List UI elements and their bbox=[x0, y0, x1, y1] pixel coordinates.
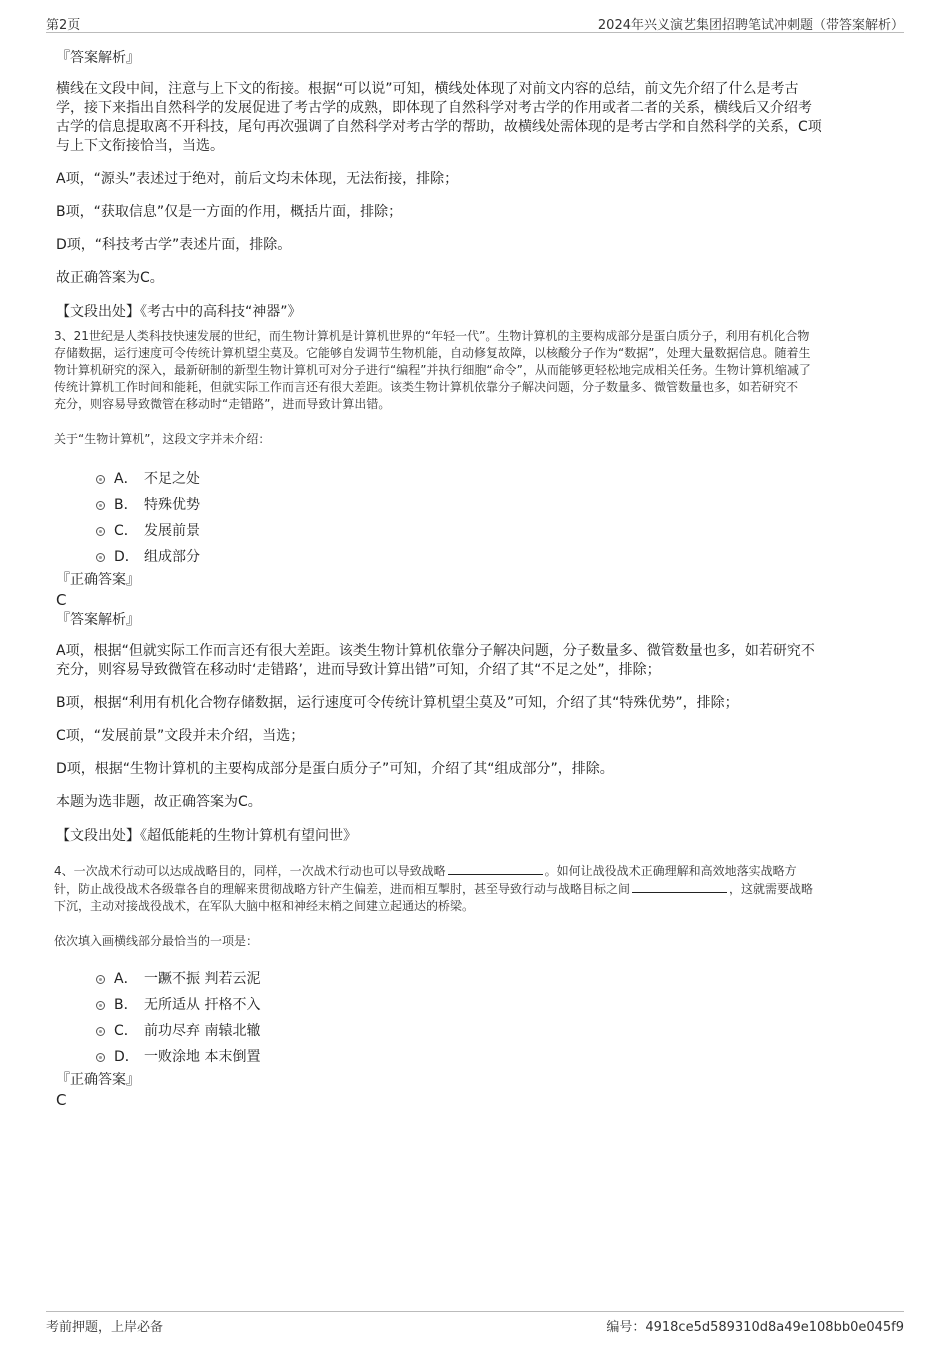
option-text: 前功尽弃 南辕北辙 bbox=[144, 1023, 261, 1039]
page-footer bbox=[46, 1311, 904, 1338]
q4-option-d[interactable] bbox=[56, 1044, 896, 1070]
option-text: 不足之处 bbox=[144, 471, 200, 487]
q4-stem-text: 4、一次战术行动可以达成战略目的，同样，一次战术行动也可以导致战略 bbox=[54, 864, 446, 878]
document-title: 2024年兴义演艺集团招聘笔试冲刺题（带答案解析） bbox=[597, 18, 904, 33]
radio-icon[interactable] bbox=[96, 1027, 105, 1036]
option-letter: D． bbox=[114, 1049, 139, 1065]
q2-note-d: D项，“科技考古学”表述片面，排除。 bbox=[56, 237, 292, 253]
q3-analysis-a-cont: 充分，则容易导致微管在移动时‘走错路’，进而导致计算出错”可知，介绍了其“不足之处”，排除； bbox=[56, 662, 661, 678]
q3-analysis-d: D项，根据“生物计算机的主要构成部分是蛋白质分子”可知，介绍了其“组成部分”，排除。 bbox=[56, 761, 614, 777]
option-text: 发展前景 bbox=[144, 523, 200, 539]
q3-stem-line: 传统计算机工作时间和能耗，但就实际工作而言还有很大差距。该类生物计算机依靠分子解决问题，分子数量多、微管数量也多，如若研究不 bbox=[54, 380, 799, 394]
q4-stem-text: 。如何让战役战术正确理解和高效地落实战略方 bbox=[544, 864, 797, 878]
q4-answer: C bbox=[56, 1091, 67, 1109]
q2-analysis-line: 古学的信息提取离不开科技，尾句再次强调了自然科学对考古学的帮助，故横线处需体现的是考古学和自然科学的关系，C项 bbox=[56, 119, 822, 135]
option-text: 一蹶不振 判若云泥 bbox=[144, 971, 261, 987]
q4-prompt: 依次填入画横线部分最恰当的一项是： bbox=[54, 934, 259, 948]
fill-blank-2[interactable] bbox=[632, 880, 727, 893]
q2-analysis bbox=[56, 80, 896, 156]
q3-analysis-a: A项，根据“但就实际工作而言还有很大差距。该类生物计算机依靠分子解决问题，分子数量多、微管数量也多，如若研究不 bbox=[56, 643, 815, 659]
q4-stem-line: 下沉，主动对接战役战术，在军队大脑中枢和神经末梢之间建立起通达的桥梁。 bbox=[54, 899, 475, 913]
radio-icon[interactable] bbox=[96, 975, 105, 984]
q3-stem-line: 存储数据，运行速度可令传统计算机望尘莫及。它能够自发调节生物机能，自动修复故障，以核酸分子作为“数据”，处理大量数据信息。随着生 bbox=[54, 346, 811, 360]
q3-answer-label: 『正确答案』 bbox=[56, 572, 140, 588]
q3-stem bbox=[54, 328, 896, 413]
option-letter: D． bbox=[114, 549, 139, 565]
radio-icon[interactable] bbox=[96, 1053, 105, 1062]
q4-options bbox=[56, 966, 896, 1070]
q2-analysis-line: 横线在文段中间，注意与上下文的衔接。根据“可以说”可知，横线处体现了对前文内容的总结，前文先介绍了什么是考古 bbox=[56, 81, 799, 97]
q2-analysis-line: 与上下文衔接恰当，当选。 bbox=[56, 138, 224, 154]
page-header bbox=[46, 10, 904, 33]
q3-prompt: 关于“生物计算机”，这段文字并未介绍： bbox=[54, 432, 271, 446]
q3-analysis-c: C项，“发展前景”文段并未介绍，当选； bbox=[56, 728, 305, 744]
q2-conclusion: 故正确答案为C。 bbox=[56, 270, 164, 286]
q3-stem-line: 物计算机研究的深入，最新研制的新型生物计算机可对分子进行“编程”并执行细胞“命令”，从而能够更轻松地完成相关任务。生物计算机缩减了 bbox=[54, 363, 811, 377]
page-number: 第2页 bbox=[46, 18, 81, 33]
q3-conclusion: 本题为选非题，故正确答案为C。 bbox=[56, 794, 262, 810]
option-letter: A． bbox=[114, 471, 138, 487]
option-letter: B． bbox=[114, 497, 138, 513]
q4-option-b[interactable] bbox=[56, 992, 896, 1018]
radio-icon[interactable] bbox=[96, 527, 105, 536]
q2-note-b: B项，“获取信息”仅是一方面的作用，概括片面，排除； bbox=[56, 204, 403, 220]
q3-options bbox=[56, 466, 896, 570]
q2-analysis-line: 学，接下来指出自然科学的发展促进了考古学的成熟，即体现了自然科学对考古学的作用或者二者的关系，横线后又介绍考 bbox=[56, 100, 812, 116]
q3-stem-line: 3、21世纪是人类科技快速发展的世纪，而生物计算机是计算机世界的“年轻一代”。生物计算机的主要构成部分是蛋白质分子，利用有机化合物 bbox=[54, 329, 810, 343]
page-content bbox=[56, 48, 896, 1110]
q4-stem-text: ，这就需要战略 bbox=[729, 882, 814, 896]
q3-option-d[interactable] bbox=[56, 544, 896, 570]
q3-answer: C bbox=[56, 591, 67, 609]
q3-analysis-label: 『答案解析』 bbox=[56, 612, 140, 628]
option-letter: B． bbox=[114, 997, 138, 1013]
q2-note-a: A项，“源头”表述过于绝对，前后文均未体现，无法衔接，排除； bbox=[56, 171, 459, 187]
q4-stem-text: 针，防止战役战术各级靠各自的理解来贯彻战略方针产生偏差，进而相互掣肘，甚至导致行动与战略目标之间 bbox=[54, 882, 631, 896]
option-text: 组成部分 bbox=[144, 549, 200, 565]
option-text: 无所适从 扞格不入 bbox=[144, 997, 261, 1013]
radio-icon[interactable] bbox=[96, 1001, 105, 1010]
fill-blank-1[interactable] bbox=[448, 862, 543, 875]
radio-icon[interactable] bbox=[96, 475, 105, 484]
q4-option-c[interactable] bbox=[56, 1018, 896, 1044]
q2-analysis-label: 『答案解析』 bbox=[56, 50, 140, 66]
q3-source: 【文段出处】《超低能耗的生物计算机有望问世》 bbox=[56, 828, 357, 844]
q2-source: 【文段出处】《考古中的高科技“神器”》 bbox=[56, 304, 302, 320]
radio-icon[interactable] bbox=[96, 553, 105, 562]
q3-option-a[interactable] bbox=[56, 466, 896, 492]
q3-option-c[interactable] bbox=[56, 518, 896, 544]
q3-option-b[interactable] bbox=[56, 492, 896, 518]
q4-stem-line bbox=[54, 862, 896, 880]
q4-option-a[interactable] bbox=[56, 966, 896, 992]
option-text: 特殊优势 bbox=[144, 497, 200, 513]
option-letter: A． bbox=[114, 971, 138, 987]
radio-icon[interactable] bbox=[96, 501, 105, 510]
q4-stem bbox=[54, 862, 896, 915]
q4-stem-line bbox=[54, 880, 896, 898]
q3-analysis-b: B项，根据“利用有机化合物存储数据，运行速度可令传统计算机望尘莫及”可知，介绍了其“特殊优势”，排除； bbox=[56, 695, 739, 711]
document-id: 编号：4918ce5d589310d8a49e108bb0e045f9 bbox=[606, 1320, 904, 1335]
footer-slogan: 考前押题，上岸必备 bbox=[46, 1320, 164, 1335]
q3-stem-line: 充分，则容易导致微管在移动时“走错路”，进而导致计算出错。 bbox=[54, 397, 391, 411]
q4-answer-label: 『正确答案』 bbox=[56, 1072, 140, 1088]
option-letter: C． bbox=[114, 523, 138, 539]
option-text: 一败涂地 本末倒置 bbox=[144, 1049, 261, 1065]
option-letter: C． bbox=[114, 1023, 138, 1039]
